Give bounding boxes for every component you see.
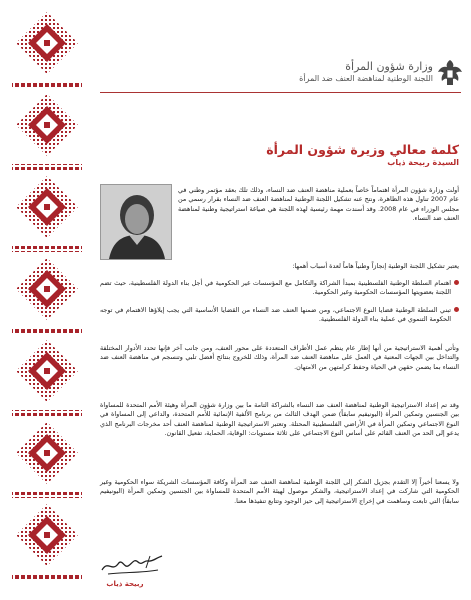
body-paragraph: وتأتي أهمية الاستراتيجية من أنها إطار عام ينظم عمل الأطراف المتعددة على محور العنف، ومن جانب آخر فإنها تحدد الأدوار المختلفة والتداخل بين الجهات المعنية في العمل على مناهضة العنف ضد المرأة، وذلك للخروج بنتائج أفضل تلبي وتنسجم في مناهضة العنف ضد النساء بما يضمن حقهن في الحياة وحفظ كرامتهن من الامتهان. [100,344,459,371]
ministry-name: وزارة شؤون المرأة [345,60,433,73]
handwritten-signature [98,552,166,578]
ministry-header [173,60,433,84]
bullet-marker [454,307,459,312]
signer-name: ربيحة ذياب [106,580,144,588]
bullet-text: تبني السلطة الوطنية قضايا النوع الاجتماعي، ومن ضمنها العنف ضد النساء من القضايا الأساسية التي يجب إيلاؤها الاهتمام في توجه الحكومة التنموي في عملية بناء الدولة الفلسطينية. [100,306,451,324]
body-paragraph: وقد تم إعداد الاستراتيجية الوطنية لمناهضة العنف ضد النساء بالشراكة التامة ما بين وزارة شؤون المرأة وهيئة الأمم المتحدة للمساواة بين الجنسين وتمكين المرأة (اليونيفيم سابقاً) ضمن الهدف الثالث من برنامج الألفية الإنمائية للأمم المتحدة، والداعي إلى المساواة في النوع الاجتماعي وتمكين المرأة في الأراضي الفلسطينية المحتلة. وتعتبر الاستراتيجية الوطنية لمناهضة العنف أحد مخرجات البرنامج الذي يدعو إلى الحد من العنف القائم على أساس النوع الاجتماعي على ثلاثة مستويات: الوقاية، الحماية، تفعيل القانون. [100,401,459,437]
list-item [100,306,459,325]
committee-name: اللجنة الوطنية لمناهضة العنف ضد المرأة [299,74,433,83]
bullet-marker [454,280,459,285]
body-paragraph: ولا يسعنا أخيراً إلا التقدم بجزيل الشكر إلى اللجنة الوطنية لمناهضة العنف ضد المرأة وكافة المؤسسات الشريكة سواء الحكومية وغير الحكومية التي شاركت في إعداد الاستراتيجية، والشكر موصول لهيئة الأمم المتحدة للمساواة بين الجنسين وتمكين المرأة (اليونيفيم سابقاً) التي تابعت وساهمت في إخراج الاستراتيجية إلى حيز الوجود وتتابع تنفيذها معنا. [100,478,459,505]
header-divider [100,92,461,93]
embroidery-border [8,10,86,590]
page-title: كلمة معالي وزيرة شؤون المرأة [266,142,459,157]
minister-portrait [100,184,172,260]
reasons-intro: يعتبر تشكيل اللجنة الوطنية إنجازاً وطنياً هاماً لعدة أسباب أهمها: [292,262,459,270]
intro-paragraph: أولت وزارة شؤون المرأة اهتماماً خاصاً بعملية مناهضة العنف ضد النساء، وذلك تلك بعقد مؤتمر وطني في عام 2007 تناول هذه الظاهرة، ونتج عنه تشكيل اللجنة الوطنية لمناهضة العنف ضد النساء بقرار رسمي من مجلس الوزراء في عام 2008. وقد أسندت مهمة رئيسية لهذه اللجنة هي صياغة استراتيجية وطنية لمناهضة العنف ضد النساء. [178,186,459,222]
list-item [100,279,459,298]
bullet-text: اهتمام السلطة الوطنية الفلسطينية بمبدأ الشراكة والتكامل مع المؤسسات غير الحكومية في أجل بناء الدولة الفلسطينية، حيث تضم اللجنة بعضويتها المؤسسات الحكومية وغير الحكومية. [100,279,451,297]
palestinian-eagle-emblem-icon [437,58,463,88]
page-subtitle: السيدة ربيحة ذياب [387,158,459,167]
